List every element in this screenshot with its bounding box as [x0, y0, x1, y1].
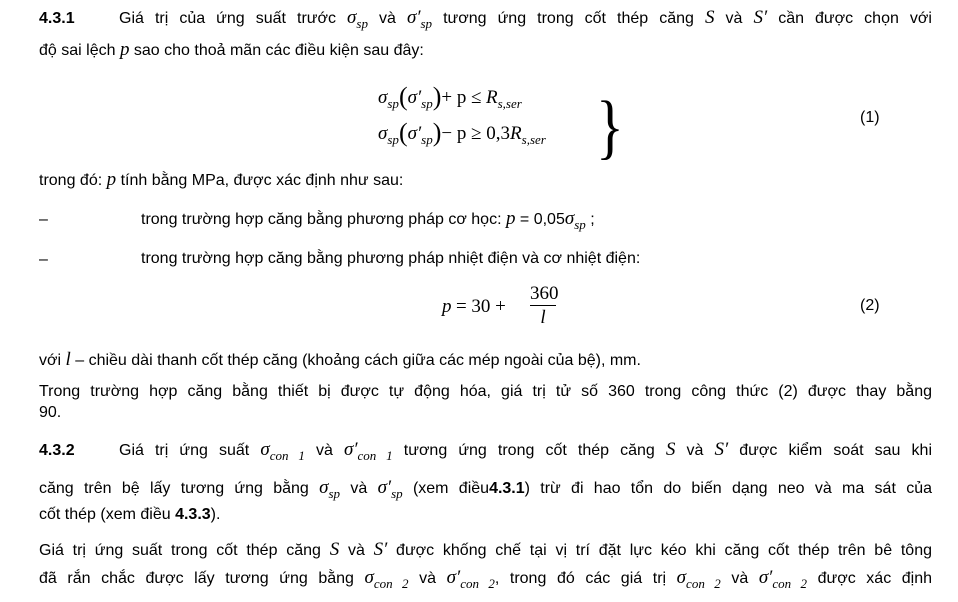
length-definition: với l – chiều dài thanh cốt thép căng (khoảng cách giữa các mép ngoài của bệ), mm.	[39, 349, 641, 370]
bullet-2: trong trường hợp căng bằng phương pháp nhiệt điện và cơ nhiệt điện:	[141, 250, 641, 267]
last-para-line2: đã rắn chắc được lấy tương ứng bằng $\sigma_{con 2}$ và $\sigma'_{con 2}$, trong đó các giá trị $\sigma_{con 2}$ và $\sigma'_{con 2}$ được xác định	[39, 567, 933, 591]
equation-1-line2: $\sigma_{sp}(\sigma'_{sp})- p \ge 0,3R_{s,ser}$	[378, 118, 546, 147]
symbol-S: S	[704, 7, 715, 28]
s432-line1: 4.3.2 Giá trị ứng suất $\sigma_{con 1}$ và $\sigma'_{con 1}$ tương ứng trong cốt thép căng S và S′ được kiểm soát sau khi	[39, 439, 932, 463]
s432-line2: căng trên bệ lấy tương ứng bằng $\sigma_{sp}$ và $\sigma'_{sp}$ (xem điều4.3.1) trừ đi hao tổn do biến dạng neo và ma sát của	[39, 477, 932, 501]
last-para-line1: Giá trị ứng suất trong cốt thép căng S và S′ được khống chế tại vị trí đặt lực kéo khi căng cốt thép trên bê tông	[39, 539, 932, 560]
symbol-S-prime: S′	[753, 7, 768, 28]
equation-2: p = 30 +	[442, 296, 506, 317]
bullet-1: trong trường hợp căng bằng phương pháp cơ học: $p = 0,05\sigma_{sp}$ ;	[141, 208, 595, 232]
section-number-432: 4.3.2	[39, 442, 75, 459]
equation-2-fraction: 360 l	[530, 283, 559, 328]
auto-para-line1: Trong trường hợp căng bằng thiết bị được tự động hóa, giá trị tử số 360 trong công thức (2) được thay bằng	[39, 383, 932, 400]
equation-2-number: (2)	[860, 297, 880, 314]
bullet-dash-1: –	[39, 211, 48, 228]
section-number-431: 4.3.1	[39, 10, 75, 27]
where-line: trong đó: p tính bằng MPa, được xác định như sau:	[39, 169, 404, 190]
s431-line2: độ sai lệch p sao cho thoả mãn các điều kiện sau đây:	[39, 39, 424, 60]
bullet-dash-2: –	[39, 251, 48, 268]
sigma-prime-sp: $\sigma'_{sp}$	[406, 7, 433, 31]
symbol-p: p	[119, 39, 130, 60]
sigma-sp: $\sigma_{sp}$	[347, 7, 368, 31]
equation-1-number: (1)	[860, 109, 880, 126]
s431-line1: 4.3.1 Giá trị của ứng suất trước $\sigma_{sp}$ và $\sigma'_{sp}$ tương ứng trong cốt thép căng S và S′ cần được chọn với	[39, 7, 932, 31]
equation-1-line1: $\sigma_{sp}(\sigma'_{sp})+ p \le R_{s,ser}$	[378, 82, 522, 111]
auto-para-line2: 90.	[39, 404, 62, 421]
right-brace: }	[596, 85, 624, 167]
s432-line3: cốt thép (xem điều 4.3.3).	[39, 506, 221, 523]
